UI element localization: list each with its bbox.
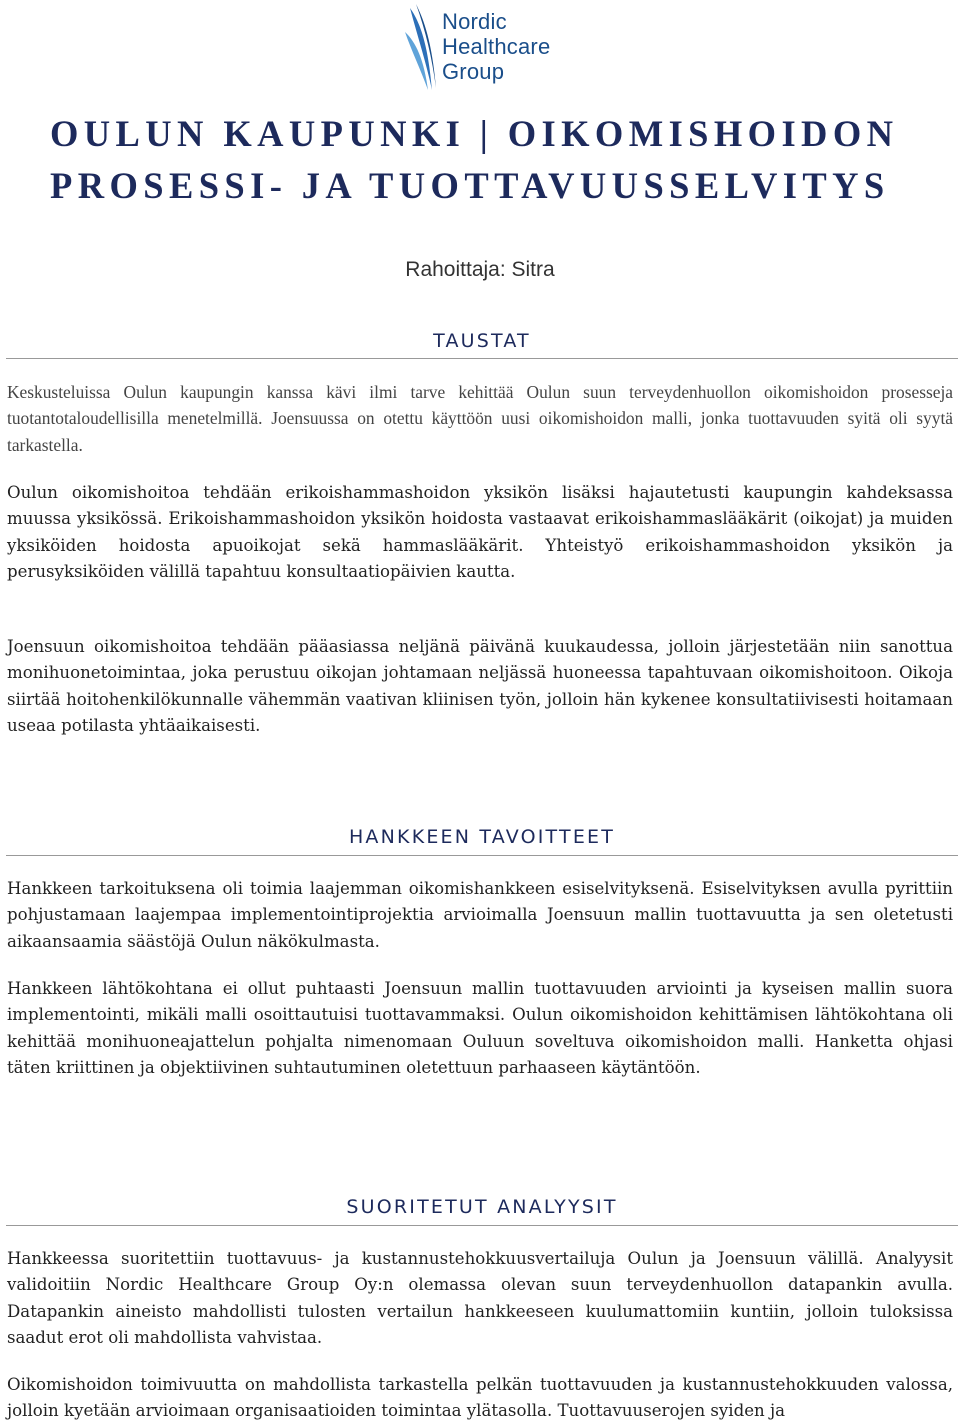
logo-text-group: Group — [442, 59, 505, 84]
funder-label: Rahoittaja: Sitra — [405, 258, 555, 281]
page-title-line1: OULUN KAUPUNKI | OIKOMISHOIDON — [50, 113, 899, 154]
logo-mark-icon — [402, 2, 442, 94]
section-heading-analyysit: SUORITETUT ANALYYSIT — [346, 1196, 618, 1218]
logo-text-healthcare: Healthcare — [442, 34, 551, 59]
section-heading-tavoitteet: HANKKEEN TAVOITTEET — [348, 826, 616, 848]
section-divider — [6, 855, 958, 856]
paragraph-taustat-2: Oulun oikomishoitoa tehdään erikoishammashoidon yksikön lisäksi hajautetusti kaupungin kahdeksassa muussa yksikössä. Erikoishammashoidon yksikön hoidosta vastaavat erikoishammaslääkärit (oikojat) ja muiden yksiköiden hoidosta apuoikojat sekä hammaslääkärit. Yhteistyö erikoishammashoidon yksikön ja perusyksiköiden välillä tapahtuu konsultaatiopäivien kautta. — [7, 483, 953, 582]
paragraph-tavoitteet-1: Hankkeen tarkoituksena oli toimia laajemman oikomishankkeen esiselvityksenä. Esiselvityksen avulla pyrittiin pohjustamaan laajempaa implementointiprojektia arvioimalla Joensuun mallin tuottavuutta ja sen oletetusti aikaansaamia säästöjä Oulun näkökulmasta. — [7, 879, 953, 951]
nhg-logo — [402, 2, 572, 94]
paragraph-taustat-3: Joensuun oikomishoitoa tehdään pääasiassa neljänä päivänä kuukaudessa, jolloin järjestetään niin sanottua monihuonetoimintaa, joka perustuu oikojan johtamaan neljässä huoneessa tapahtuvaan oikomishoitoon. Oikoja siirtää hoitohenkilökunnalle vähemmän vaativan kliinisen työn, jolloin hän kykenee konsultatiivisesti hoitamaan useaa potilasta yhtäaikaisesti. — [7, 637, 953, 736]
paragraph-tavoitteet-2: Hankkeen lähtökohtana ei ollut puhtaasti Joensuun mallin tuottavuuden arviointi ja kyseisen mallin suora implementointi, mikäli malli osoittautuisi tuottavammaksi. Oulun oikomishoidon kehittämisen lähtökohtana oli kehittää monihuoneajattelun pohjalta nimenomaan Ouluun soveltuva oikomishoidon malli. Hanketta ohjasi täten kriittinen ja objektiivinen suhtautuminen oletettuun parhaaseen käytäntöön. — [7, 979, 953, 1078]
section-heading-taustat: TAUSTAT — [433, 330, 531, 352]
section-divider — [6, 1225, 958, 1226]
paragraph-taustat-1: Keskusteluissa Oulun kaupungin kanssa kävi ilmi tarve kehittää Oulun suun terveydenhuollon oikomishoidon prosesseja tuotantotaloudellisilla menetelmillä. Joensuussa on otettu käyttöön uusi oikomishoidon malli, jonka tuottavuuden syitä oli syytä tarkastella. — [7, 382, 953, 455]
logo-text-nordic: Nordic — [442, 9, 507, 34]
page-title-line2: PROSESSI- JA TUOTTAVUUSSELVITYS — [50, 165, 890, 206]
paragraph-analyysit-1: Hankkeessa suoritettiin tuottavuus- ja kustannustehokkuusvertailuja Oulun ja Joensuun välillä. Analyysit validoitiin Nordic Healthcare Group Oy:n olemassa olevan suun terveydenhuollon datapankin avulla. Datapankin aineisto mahdollisti tulosten vertailun hankkeeseen kuulumattomiin kuntiin, jolloin tuloksissa saadut erot oli mahdollista vahvistaa. — [7, 1249, 953, 1348]
page-title — [50, 108, 930, 212]
paragraph-analyysit-2: Oikomishoidon toimivuutta on mahdollista tarkastella pelkän tuottavuuden ja kustannustehokkuuden valossa, jolloin kyetään arvioimaan organisaatioiden toimintaa ylätasolla. Tuottavuuserojen syiden ja — [7, 1375, 953, 1421]
section-divider — [6, 358, 958, 359]
